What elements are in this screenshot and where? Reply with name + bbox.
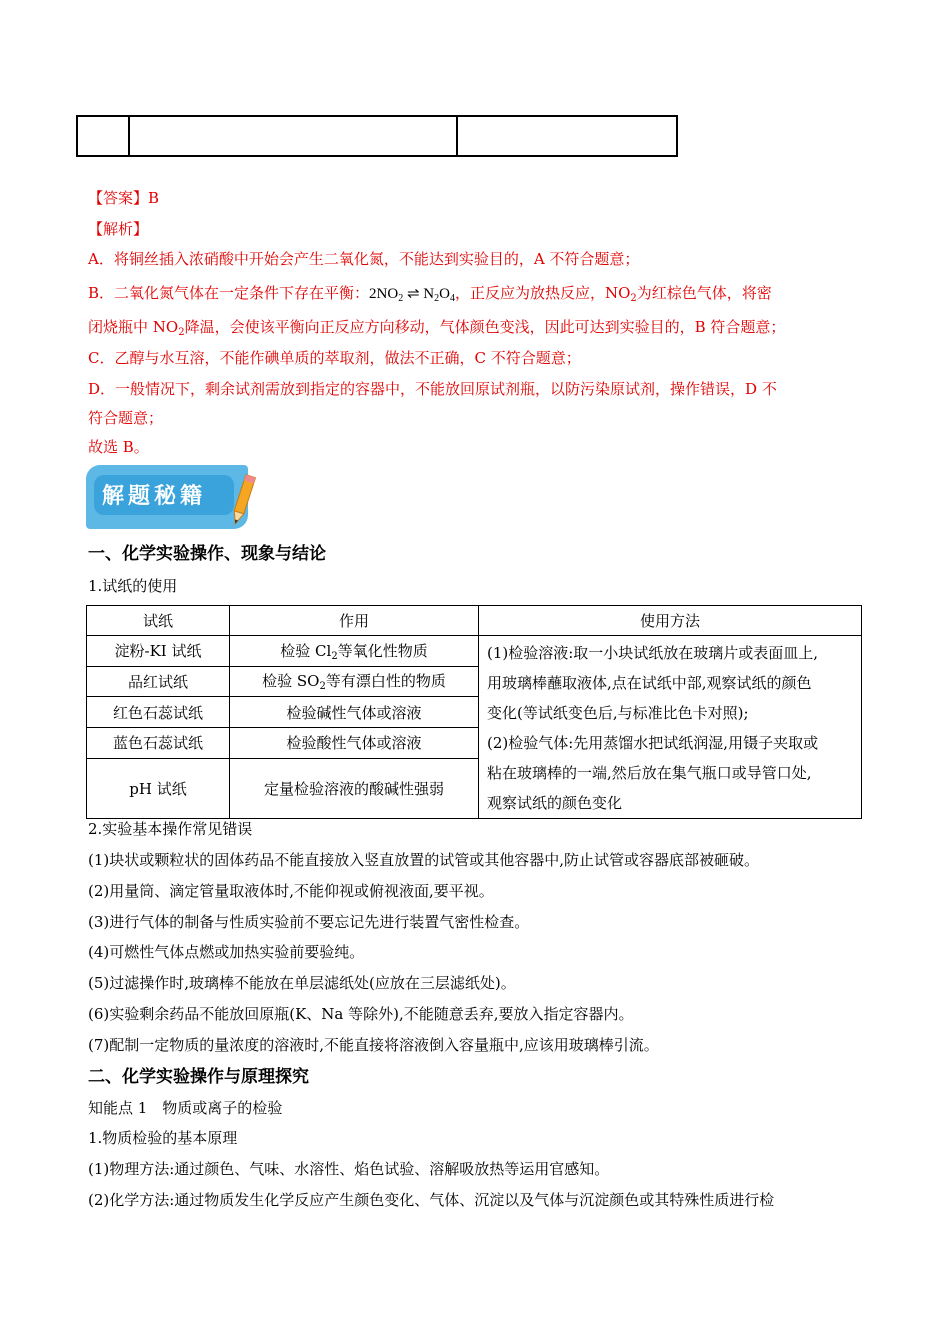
error-item: (6)实验剩余药品不能放回原瓶(K、Na 等除外),不能随意丢弃,要放入指定容器内。	[88, 1005, 634, 1023]
use-suffix: 等有漂白性的物质	[325, 672, 446, 691]
banner-title: 解题秘籍	[102, 484, 207, 509]
tips-banner	[86, 465, 261, 533]
analysis-label: 【解析】	[88, 220, 149, 238]
usage-method	[479, 636, 862, 819]
header-use: 作用	[230, 606, 479, 636]
option-b-prefix: B．二氧化氮气体在一定条件下存在平衡：	[88, 284, 370, 302]
paper-use: 定量检验溶液的酸碱性强弱	[230, 758, 479, 818]
section2-sub1: 1.物质检验的基本原理	[88, 1129, 238, 1147]
method-line: 变化(等试纸变色后,与标准比色卡对照);	[487, 704, 749, 722]
option-b-line2-prefix: 闭烧瓶中 NO	[88, 318, 179, 336]
paper-name: pH 试纸	[87, 758, 230, 818]
error-item: (4)可燃性气体点燃或加热实验前要验纯。	[88, 943, 365, 961]
no2-subscript: 2	[630, 293, 637, 304]
section1-heading: 一、化学实验操作、现象与结论	[88, 544, 326, 564]
paper-name: 淀粉-KI 试纸	[87, 636, 230, 667]
section2-heading: 二、化学实验操作与原理探究	[88, 1067, 309, 1087]
equation-subscript: 4	[449, 293, 455, 304]
equation-left: 2NO	[369, 286, 399, 302]
option-b-mid: ，正反应为放热反应，NO	[454, 284, 631, 302]
error-item: (1)块状或颗粒状的固体药品不能直接放入竖直放置的试管或其他容器中,防止试管或容器底部被砸破。	[88, 851, 760, 869]
paper-name: 红色石蕊试纸	[87, 697, 230, 728]
option-a-analysis: A．将铜丝插入浓硝酸中开始会产生二氧化氮，不能达到实验目的，A 不符合题意；	[88, 250, 640, 268]
error-item: (7)配制一定物质的量浓度的溶液时,不能直接将溶液倒入容量瓶中,应该用玻璃棒引流。	[88, 1036, 659, 1054]
equation-subscript: 2	[434, 293, 440, 304]
table-cell	[457, 116, 677, 156]
paper-use: 检验酸性气体或溶液	[230, 727, 479, 758]
option-b-analysis-line2	[88, 316, 785, 344]
method-line: (2)检验气体:先用蒸馏水把试纸润湿,用镊子夹取或	[487, 734, 819, 752]
table-header-row	[87, 606, 862, 636]
option-d-analysis-line1: D．一般情况下，剩余试剂需放到指定的容器中，不能放回原试剂瓶，以防污染原试剂，操作错误，D 不	[88, 380, 777, 398]
answer-line: 【答案】B	[88, 189, 160, 207]
method-line: 粘在玻璃棒的一端,然后放在集气瓶口或导管口处,	[487, 764, 812, 782]
previous-question-table	[76, 115, 678, 157]
equation-subscript: 2	[398, 293, 404, 304]
paper-use	[230, 666, 479, 697]
option-b-line2-rest: 降温，会使该平衡向正反应方向移动，气体颜色变浅，因此可达到实验目的，B 符合题意；	[184, 318, 786, 336]
option-b-analysis-line1	[88, 282, 772, 310]
use-suffix: 等氧化性物质	[337, 641, 428, 660]
error-item: (3)进行气体的制备与性质实验前不要忘记先进行装置气密性检查。	[88, 913, 530, 931]
subscript: 2	[319, 681, 326, 693]
equilibrium-arrow: ⇌	[406, 286, 420, 302]
section1-sub2: 2.实验基本操作常见错误	[88, 820, 253, 838]
equilibrium-equation: $2NO_2$ ⇌ $N_2O_4$	[369, 286, 455, 304]
use-prefix: 检验 SO	[262, 672, 320, 691]
pencil-icon	[226, 471, 260, 529]
error-item: (2)用量筒、滴定管量取液体时,不能仰视或俯视液面,要平视。	[88, 882, 494, 900]
error-item: (5)过滤操作时,玻璃棒不能放在单层滤纸处(应放在三层滤纸处)。	[88, 974, 516, 992]
option-c-analysis: C．乙醇与水互溶，不能作碘单质的萃取剂，做法不正确，C 不符合题意；	[88, 349, 581, 367]
subscript: 2	[331, 650, 338, 662]
method-line: 观察试纸的颜色变化	[487, 794, 623, 812]
conclusion: 故选 B。	[88, 438, 149, 456]
no2-subscript: 2	[178, 327, 185, 338]
equation-right: N	[423, 286, 435, 302]
option-d-analysis-line2: 符合题意；	[88, 409, 164, 427]
paper-name: 品红试纸	[87, 666, 230, 697]
knowledge-point: 知能点 1 物质或离子的检验	[88, 1099, 283, 1117]
test-paper-table	[86, 605, 862, 819]
option-b-mid2: 为红棕色气体，将密	[636, 284, 772, 302]
header-method: 使用方法	[479, 606, 862, 636]
section1-sub1: 1.试纸的使用	[88, 577, 178, 595]
header-paper: 试纸	[87, 606, 230, 636]
method-line: 用玻璃棒蘸取液体,点在试纸中部,观察试纸的颜色	[487, 674, 812, 692]
table-cell	[77, 116, 129, 156]
paper-use	[230, 636, 479, 667]
method-item: (2)化学方法:通过物质发生化学反应产生颜色变化、气体、沉淀以及气体与沉淀颜色或其特殊性质进行检	[88, 1191, 775, 1209]
paper-use: 检验碱性气体或溶液	[230, 697, 479, 728]
table-cell	[129, 116, 457, 156]
table-row	[87, 636, 862, 667]
paper-name: 蓝色石蕊试纸	[87, 727, 230, 758]
method-item: (1)物理方法:通过颜色、气味、水溶性、焰色试验、溶解吸放热等运用官感知。	[88, 1160, 610, 1178]
use-prefix: 检验 Cl	[280, 641, 332, 660]
method-line: (1)检验溶液:取一小块试纸放在玻璃片或表面皿上,	[487, 644, 819, 662]
